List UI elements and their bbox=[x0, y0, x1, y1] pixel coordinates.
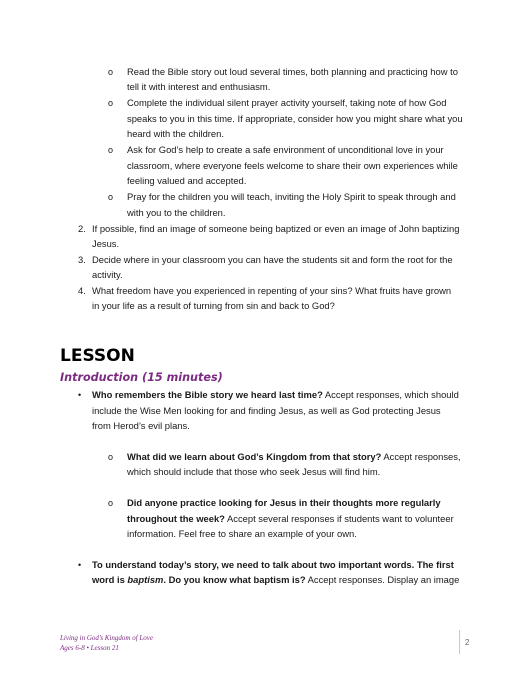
paragraph-line bbox=[92, 574, 459, 586]
bold-prompt bbox=[92, 574, 306, 585]
paragraph-line: Decide where in your classroom you can have the students sit and form the root for the bbox=[92, 254, 453, 265]
paragraph-line: from Herod’s evil plans. bbox=[92, 420, 190, 431]
paragraph-line: Ask for God’s help to create a safe environment of unconditional love in your bbox=[127, 144, 444, 155]
paragraph-line: If possible, find an image of someone being baptized or even an image of John baptizing bbox=[92, 223, 460, 234]
bullet-marker: • bbox=[78, 390, 82, 400]
paragraph-line: tell it with interest and enthusiasm. bbox=[127, 81, 271, 92]
sub-bullet-marker: o bbox=[108, 192, 114, 202]
paragraph-line: speaks to you in this time. If appropriate, consider how you might share what you bbox=[127, 113, 463, 124]
paragraph-text: Accept responses, which should bbox=[322, 389, 459, 400]
sub-bullet-marker: o bbox=[108, 67, 114, 77]
paragraph-line: information. Feel free to share an example of your own. bbox=[127, 528, 357, 539]
bold-text: . Do you know what baptism is? bbox=[163, 574, 306, 585]
sub-bullet-marker: o bbox=[108, 498, 114, 508]
paragraph-text: Accept responses, bbox=[381, 451, 461, 462]
paragraph-line: Pray for the children you will teach, inviting the Holy Spirit to speak through and bbox=[127, 191, 456, 202]
italic-term: baptism bbox=[127, 574, 164, 585]
paragraph-line bbox=[127, 451, 461, 463]
sub-bullet-marker: o bbox=[108, 452, 114, 462]
paragraph-text: Accept several responses if students want to volunteer bbox=[224, 513, 454, 524]
bold-prompt: throughout the week? bbox=[127, 513, 225, 524]
list-number: 4. bbox=[78, 285, 86, 296]
list-number: 3. bbox=[78, 254, 86, 265]
paragraph-line: Complete the individual silent prayer activity yourself, taking note of how God bbox=[127, 97, 447, 108]
paragraph-line: Read the Bible story out loud several times, both planning and practicing how to bbox=[127, 66, 458, 77]
paragraph-line: Jesus. bbox=[92, 238, 120, 249]
footer-subtitle: Ages 6-8 • Lesson 21 bbox=[60, 644, 119, 652]
paragraph-line: activity. bbox=[92, 269, 123, 280]
bullet-marker: • bbox=[78, 560, 82, 570]
paragraph-line: What freedom have you experienced in repenting of your sins? What fruits have grown bbox=[92, 285, 452, 296]
sub-bullet-marker: o bbox=[108, 145, 114, 155]
paragraph-line bbox=[127, 513, 454, 525]
paragraph-line: in your life as a result of turning from sin and back to God? bbox=[92, 300, 335, 311]
page-number: 2 bbox=[465, 638, 470, 647]
paragraph-text: Accept responses. Display an image bbox=[305, 574, 460, 585]
paragraph-line: which should include that those who seek Jesus will find him. bbox=[127, 466, 381, 477]
footer-title: Living in God’s Kingdom of Love bbox=[60, 634, 154, 642]
paragraph-line: include the Wise Men looking for and finding Jesus, as well as God protecting Jesus bbox=[92, 405, 441, 416]
bold-prompt: Did anyone practice looking for Jesus in their thoughts more regularly bbox=[127, 497, 441, 508]
paragraph-line: classroom, where everyone feels welcome to share their own experiences while bbox=[127, 160, 458, 171]
paragraph-line bbox=[92, 389, 459, 401]
list-number: 2. bbox=[78, 223, 86, 234]
bold-prompt: What did we learn about God’s Kingdom from that story? bbox=[127, 451, 382, 462]
sub-bullet-marker: o bbox=[108, 98, 114, 108]
bold-prompt: Who remembers the Bible story we heard last time? bbox=[92, 389, 323, 400]
bold-text: word is bbox=[92, 574, 128, 585]
paragraph-line bbox=[92, 559, 454, 571]
paragraph-line: heard with the children. bbox=[127, 128, 224, 139]
lesson-heading: LESSON bbox=[60, 346, 135, 366]
paragraph-line: with you to the children. bbox=[127, 207, 226, 218]
bold-prompt: To understand today’s story, we need to talk about two important words. The first bbox=[92, 559, 454, 570]
footer-divider bbox=[459, 630, 460, 654]
paragraph-line bbox=[127, 497, 441, 509]
intro-heading: Introduction (15 minutes) bbox=[60, 371, 223, 384]
paragraph-line: feeling valued and accepted. bbox=[127, 175, 247, 186]
